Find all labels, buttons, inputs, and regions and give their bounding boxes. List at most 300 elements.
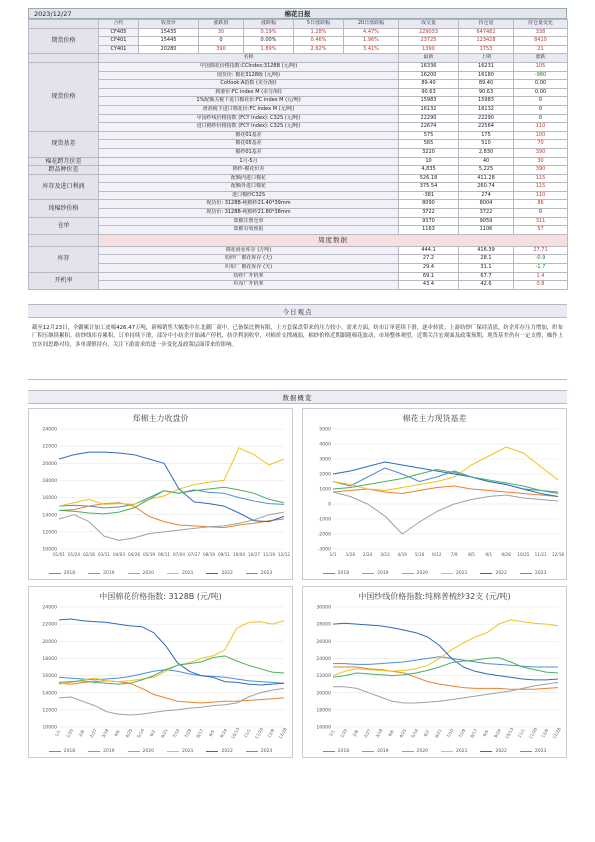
legend-label: 2019 bbox=[103, 748, 115, 754]
table-cell: -0.9 bbox=[514, 255, 568, 264]
chart-legend bbox=[303, 749, 566, 754]
table-cell: 338 bbox=[514, 28, 568, 37]
table-cell: 69.1 bbox=[399, 272, 459, 281]
table-row bbox=[29, 226, 568, 235]
basis-section-label: 现货基差 bbox=[29, 131, 99, 157]
y-tick-label: 22000 bbox=[42, 444, 57, 450]
table-cell: 15435 bbox=[139, 28, 199, 37]
table-cell: 375.54 bbox=[399, 183, 459, 192]
y-tick-label: 18000 bbox=[316, 708, 331, 714]
x-tick-label: 9/1 bbox=[485, 551, 493, 557]
legend-swatch bbox=[441, 573, 453, 575]
x-tick-label: 5/14 bbox=[136, 727, 146, 739]
x-tick-label: 12/9 bbox=[540, 727, 550, 739]
table-cell: 16336 bbox=[399, 62, 459, 71]
y-tick-label: 24000 bbox=[42, 605, 57, 611]
table-cell: -980 bbox=[514, 71, 568, 80]
table-cell: 390 bbox=[514, 166, 568, 175]
chart-zhengmian-close bbox=[28, 408, 293, 580]
y-tick-label: 24000 bbox=[42, 427, 57, 433]
legend-swatch bbox=[128, 751, 140, 753]
table-row bbox=[29, 71, 568, 80]
x-tick-label: 09/11 bbox=[217, 551, 231, 557]
legend-item bbox=[88, 571, 114, 576]
table-cell: 42.6 bbox=[459, 281, 514, 290]
legend-swatch bbox=[206, 573, 218, 575]
legend-label: 2021 bbox=[456, 748, 468, 754]
x-tick-label: 4/19 bbox=[397, 551, 407, 557]
legend-item bbox=[88, 749, 114, 754]
series-line-2020 bbox=[59, 688, 284, 715]
summary-text: 截至12月23日，全疆累计加工皮棉426.47万吨，新棉销售大幅集中在北疆厂商中，已备保比例有限，上方套保盘带来的压力较小。需求方面，纺市订单延续下滑，逐步转淡；上游纺纱厂保持清淡，纺企库存压力增加，织布厂积压继续累积。纺纱线库存累积，订单持续下滑，部分中小纺企开始减产停机，纺企利润收窄，对棉价支撑减弱，棉纱价格近期跟随棉花波动，市场整体观望。近期关注宏观面及政策预期，现货基差仍有一定支撑，操作上宜区间思路对待，多单谨慎持有，关注下游需求的进一步变化及政策层面带来的影响。 bbox=[28, 318, 567, 380]
x-tick-label: 9/5 bbox=[207, 728, 216, 738]
y-tick-label: 16000 bbox=[316, 725, 331, 731]
table-row bbox=[29, 217, 568, 226]
charts-grid bbox=[28, 408, 567, 758]
x-tick-label: 11/20 bbox=[527, 726, 539, 740]
item-name: 棉花商业库存 (万吨) bbox=[99, 246, 399, 255]
futures-section-label bbox=[29, 20, 99, 29]
item-name: 配额外进口棉花 bbox=[99, 183, 399, 192]
legend-item bbox=[402, 571, 428, 576]
y-tick-label: 30000 bbox=[316, 605, 331, 611]
table-cell: 390 bbox=[199, 45, 244, 54]
table-cell: 390 bbox=[514, 148, 568, 157]
table-cell: 29.4 bbox=[399, 264, 459, 273]
x-tick-label: 3/18 bbox=[374, 727, 384, 739]
x-tick-label: 2/24 bbox=[362, 551, 373, 557]
chart-title: 郑棉主力收盘价 bbox=[132, 413, 189, 423]
x-tick-label: 02/16 bbox=[82, 551, 96, 557]
x-tick-label: 04/03 bbox=[112, 551, 126, 557]
table-cell: 30 bbox=[514, 157, 568, 166]
table-cell: -1.7 bbox=[514, 264, 568, 273]
x-tick-label: 9/24 bbox=[492, 727, 503, 739]
table-cell: 89.40 bbox=[399, 80, 459, 89]
x-tick-label: 8/17 bbox=[195, 727, 205, 739]
table-row bbox=[29, 28, 568, 37]
summary-title: 今日观点 bbox=[28, 304, 567, 318]
x-tick-label: 11/19 bbox=[262, 551, 276, 557]
y-tick-label: 20000 bbox=[316, 691, 331, 697]
x-tick-label: 11/20 bbox=[253, 726, 265, 740]
table-cell: 90.63 bbox=[459, 88, 514, 97]
chart-svg bbox=[303, 587, 568, 759]
legend-item bbox=[441, 749, 467, 754]
spread_month-section-label: 棉花跨月价差 bbox=[29, 157, 99, 166]
table-cell: 9370 bbox=[399, 217, 459, 226]
table-row bbox=[29, 183, 568, 192]
contract-name: CF401 bbox=[99, 37, 139, 46]
table-cell: 31.1 bbox=[459, 264, 514, 273]
legend-item bbox=[49, 571, 75, 576]
legend-swatch bbox=[480, 573, 492, 575]
table-cell: 0.8 bbox=[514, 281, 568, 290]
table-cell: 311 bbox=[514, 217, 568, 226]
y-tick-label: 2000 bbox=[319, 472, 331, 478]
y-tick-label: 4000 bbox=[319, 442, 331, 448]
table-cell: 0.46% bbox=[294, 37, 344, 46]
item-name: 织布厂 棉花库存 (天) bbox=[99, 264, 399, 273]
table-cell: 30 bbox=[199, 28, 244, 37]
table-row bbox=[29, 246, 568, 255]
y-tick-label: 26000 bbox=[316, 639, 331, 645]
table-cell: 15983 bbox=[459, 97, 514, 106]
legend-label: 2023 bbox=[260, 570, 273, 576]
x-tick-label: 07/27 bbox=[187, 551, 201, 557]
legend-label: 2021 bbox=[182, 570, 194, 576]
item-name: 织布厂开机率 bbox=[99, 281, 399, 290]
table-cell: 57 bbox=[514, 226, 568, 235]
x-tick-label: 11/21 bbox=[534, 551, 547, 557]
column-header: 成交量 bbox=[399, 20, 459, 29]
table-row bbox=[29, 255, 568, 264]
column-header: 名称 bbox=[99, 54, 399, 63]
y-tick-label: 16000 bbox=[42, 495, 57, 501]
chart-svg bbox=[303, 409, 568, 581]
y-tick-label: 14000 bbox=[42, 691, 57, 697]
x-tick-label: 2/8 bbox=[351, 728, 360, 738]
table-row bbox=[29, 281, 568, 290]
table-row bbox=[29, 157, 568, 166]
x-tick-label: 3/23 bbox=[380, 551, 390, 557]
table-cell: 23725 bbox=[399, 37, 459, 46]
chart-svg bbox=[29, 587, 294, 759]
spread_variety-section-label: 跨品种价差 bbox=[29, 166, 99, 175]
table-row bbox=[29, 131, 568, 140]
table-cell: 0 bbox=[514, 114, 568, 123]
y-tick-label: 24000 bbox=[316, 656, 331, 662]
table-cell: 115 bbox=[514, 183, 568, 192]
contract-name: CY401 bbox=[99, 45, 139, 54]
legend-label: 2022 bbox=[495, 748, 507, 754]
y-tick-label: 12000 bbox=[42, 530, 57, 536]
chart-svg bbox=[29, 409, 294, 581]
table-cell: 20280 bbox=[139, 45, 199, 54]
legend-item bbox=[323, 571, 349, 576]
table-cell: 4,835 bbox=[399, 166, 459, 175]
column-header: 上期 bbox=[459, 54, 514, 63]
chart-cotton-index bbox=[28, 586, 293, 758]
item-name: 1月-5月 bbox=[99, 157, 399, 166]
item-name: 纺纱厂 棉花库存 (天) bbox=[99, 255, 399, 264]
table-row bbox=[29, 88, 568, 97]
column-header: 最新 bbox=[399, 54, 459, 63]
legend-swatch bbox=[167, 573, 179, 575]
x-tick-label: 10/13 bbox=[504, 726, 515, 740]
column-header: 收盘价 bbox=[139, 20, 199, 29]
y-tick-label: -2000 bbox=[317, 532, 331, 538]
table-cell: 105 bbox=[514, 62, 568, 71]
x-tick-label: 10/13 bbox=[230, 726, 241, 740]
legend-item bbox=[402, 749, 428, 754]
table-cell: 0.00 bbox=[514, 80, 568, 89]
table-cell: 100 bbox=[514, 131, 568, 140]
spot-item-name: 进口棉纱价格指数 (FCY Index): C32S (元/吨) bbox=[99, 123, 399, 132]
table-cell: 110 bbox=[514, 191, 568, 200]
column-header: 涨跌值 bbox=[199, 20, 244, 29]
table-cell: 86 bbox=[514, 200, 568, 209]
x-tick-label: 10/27 bbox=[247, 551, 261, 557]
x-tick-label: 1/20 bbox=[65, 727, 75, 739]
table-cell: 8090 bbox=[399, 200, 459, 209]
legend-swatch bbox=[88, 751, 100, 753]
legend-item bbox=[206, 571, 232, 576]
x-tick-label: 9/24 bbox=[218, 727, 229, 739]
series-line-2020 bbox=[333, 492, 558, 534]
item-name: 棉纱-棉花价差 bbox=[99, 166, 399, 175]
y-tick-label: 20000 bbox=[42, 639, 57, 645]
legend-label: 2018 bbox=[63, 570, 76, 576]
legend-item bbox=[362, 571, 388, 576]
series-line-2023 bbox=[333, 657, 558, 677]
legend-label: 2023 bbox=[260, 748, 273, 754]
legend-swatch bbox=[362, 573, 374, 575]
table-cell: 2,830 bbox=[459, 148, 514, 157]
table-cell: 21 bbox=[514, 45, 568, 54]
chart-yarn-index bbox=[302, 586, 567, 758]
legend-swatch bbox=[167, 751, 179, 753]
legend-item bbox=[167, 749, 193, 754]
x-tick-label: 7/9 bbox=[450, 551, 458, 557]
legend-item bbox=[520, 571, 546, 576]
table-cell: 0 bbox=[514, 97, 568, 106]
warehouse-section-label: 仓单 bbox=[29, 217, 99, 234]
table-cell: 1390 bbox=[399, 45, 459, 54]
x-tick-label: 6/2 bbox=[422, 728, 431, 738]
table-cell: 22674 bbox=[399, 123, 459, 132]
x-tick-label: 5/14 bbox=[410, 727, 420, 739]
x-tick-label: 2/8 bbox=[77, 728, 86, 738]
y-tick-label: 28000 bbox=[316, 622, 331, 628]
y-tick-label: 0 bbox=[328, 502, 331, 508]
table-row bbox=[29, 97, 568, 106]
table-row bbox=[29, 123, 568, 132]
y-tick-label: 18000 bbox=[42, 478, 57, 484]
x-tick-label: 9/28 bbox=[501, 551, 511, 557]
legend-swatch bbox=[520, 573, 532, 575]
table-row bbox=[29, 114, 568, 123]
table-row bbox=[29, 234, 568, 246]
item-name: 棉花01基差 bbox=[99, 131, 399, 140]
x-tick-label: 11/1 bbox=[242, 727, 252, 739]
table-cell: 5,225 bbox=[459, 166, 514, 175]
table-cell: 8410 bbox=[514, 37, 568, 46]
chart-basis bbox=[302, 408, 567, 580]
x-tick-label: 12/12 bbox=[277, 551, 291, 557]
table-cell: 115 bbox=[514, 174, 568, 183]
spot-item-name: Cotlook:A指数 (美分/磅) bbox=[99, 80, 399, 89]
table-cell: 67.7 bbox=[459, 272, 514, 281]
table-row bbox=[29, 140, 568, 149]
legend-item bbox=[206, 749, 232, 754]
y-tick-label: 22000 bbox=[316, 673, 331, 679]
x-tick-label: 1/1 bbox=[329, 551, 337, 557]
x-tick-label: 6/21 bbox=[433, 727, 443, 739]
spot-item-name: 中国纱线价格指数 (FCY Index): C32S (元/吨) bbox=[99, 114, 399, 123]
y-tick-label: 10000 bbox=[42, 725, 57, 731]
import_profit-section-label: 库存及进口利润 bbox=[29, 174, 99, 200]
series-line-2022 bbox=[333, 623, 558, 680]
table-cell: 16231 bbox=[459, 62, 514, 71]
table-cell: 123428 bbox=[459, 37, 514, 46]
legend-item bbox=[520, 749, 546, 754]
table-row bbox=[29, 37, 568, 46]
legend-swatch bbox=[49, 573, 61, 575]
x-tick-label: 1/28 bbox=[345, 551, 356, 557]
legend-item bbox=[49, 749, 75, 754]
inventory-section-label: 库存 bbox=[29, 246, 99, 272]
legend-item bbox=[167, 571, 193, 576]
table-cell: 0 bbox=[514, 105, 568, 114]
table-cell: 3.41% bbox=[344, 45, 399, 54]
spot-item-name: 中国棉花价格指数:CCIndex:3128B (元/吨) bbox=[99, 62, 399, 71]
table-row bbox=[29, 105, 568, 114]
column-header: 5日涨跌幅 bbox=[294, 20, 344, 29]
table-cell: 28.1 bbox=[459, 255, 514, 264]
item-name: 郑棉注册仓单 bbox=[99, 217, 399, 226]
x-tick-label: 6/2 bbox=[148, 728, 157, 738]
legend-item bbox=[128, 749, 154, 754]
x-tick-label: 4/6 bbox=[387, 728, 395, 738]
legend-swatch bbox=[246, 751, 258, 753]
x-tick-label: 10/25 bbox=[517, 551, 530, 557]
table-cell: 40 bbox=[459, 157, 514, 166]
x-tick-label: 2/27 bbox=[362, 727, 372, 739]
x-tick-label: 9/5 bbox=[481, 728, 490, 738]
x-tick-label: 7/10 bbox=[171, 727, 181, 739]
table-cell: 27.71 bbox=[514, 246, 568, 255]
column-header: 涨跌幅 bbox=[244, 20, 294, 29]
table-cell: 8004 bbox=[459, 200, 514, 209]
table-row bbox=[29, 174, 568, 183]
y-tick-label: 22000 bbox=[42, 622, 57, 628]
x-tick-label: 4/6 bbox=[113, 728, 121, 738]
table-cell: 1.89% bbox=[244, 45, 294, 54]
legend-label: 2022 bbox=[221, 748, 233, 754]
table-cell: 0 bbox=[199, 37, 244, 46]
x-tick-label: 04/26 bbox=[127, 551, 141, 557]
x-tick-label: 6/21 bbox=[159, 727, 169, 739]
x-tick-label: 10/04 bbox=[232, 551, 246, 557]
x-tick-label: 12/28 bbox=[551, 726, 562, 740]
y-tick-label: 5000 bbox=[319, 427, 331, 433]
table-row bbox=[29, 45, 568, 54]
y-tick-label: -1000 bbox=[317, 517, 331, 523]
legend-item bbox=[128, 571, 154, 576]
column-header: 持仓量 bbox=[459, 20, 514, 29]
legend-label: 2023 bbox=[534, 570, 547, 576]
table-cell: 16200 bbox=[399, 71, 459, 80]
legend-swatch bbox=[520, 751, 532, 753]
table-cell: 1.28% bbox=[294, 28, 344, 37]
x-tick-label: 11/1 bbox=[516, 727, 526, 739]
table-cell: 90.63 bbox=[399, 88, 459, 97]
y-tick-label: 12000 bbox=[42, 708, 57, 714]
legend-swatch bbox=[480, 751, 492, 753]
legend-item bbox=[441, 571, 467, 576]
chart-legend bbox=[29, 749, 292, 754]
x-tick-label: 2/27 bbox=[88, 727, 98, 739]
column-header: 持仓量变化 bbox=[514, 20, 568, 29]
legend-label: 2019 bbox=[377, 748, 389, 754]
legend-item bbox=[323, 749, 349, 754]
x-tick-label: 6/12 bbox=[432, 551, 442, 557]
series-line-2019 bbox=[333, 667, 558, 689]
item-name: 进口棉纱C32S bbox=[99, 191, 399, 200]
table-cell: 274 bbox=[459, 191, 514, 200]
x-tick-label: 8/5 bbox=[468, 551, 475, 557]
data-overview-title: 数据概览 bbox=[28, 390, 567, 404]
chart-title: 中国棉花价格指数: 3128B (元/吨) bbox=[99, 591, 222, 601]
x-tick-label: 01/24 bbox=[67, 551, 81, 557]
legend-label: 2019 bbox=[377, 570, 389, 576]
report-date: 2023/12/27 bbox=[34, 10, 72, 18]
series-line-2021 bbox=[59, 621, 284, 684]
legend-label: 2018 bbox=[337, 748, 350, 754]
series-line-2022 bbox=[59, 619, 284, 685]
x-tick-label: 5/16 bbox=[414, 551, 425, 557]
table-cell: 175 bbox=[459, 131, 514, 140]
daily-report bbox=[28, 8, 567, 758]
x-tick-label: 3/18 bbox=[100, 727, 110, 739]
x-tick-label: 4/25 bbox=[124, 727, 134, 739]
item-name: 现货价: 3128B-纯棉纱21.80*38mm bbox=[99, 209, 399, 218]
table-cell: 0.00 bbox=[514, 88, 568, 97]
series-line-2021 bbox=[333, 447, 558, 491]
x-tick-label: 08/19 bbox=[202, 551, 216, 557]
table-cell: 260.74 bbox=[459, 183, 514, 192]
item-name: 棉花05基差 bbox=[99, 140, 399, 149]
x-tick-label: 01/01 bbox=[52, 551, 66, 557]
table-cell: 1753 bbox=[459, 45, 514, 54]
y-tick-label: 16000 bbox=[42, 673, 57, 679]
x-tick-label: 1/1 bbox=[327, 728, 336, 738]
legend-label: 2020 bbox=[142, 570, 154, 576]
table-cell: 565 bbox=[399, 140, 459, 149]
x-tick-label: 06/11 bbox=[157, 551, 171, 557]
chart-title: 中国纱线价格指数:纯棉普梳纱32支 (元/吨) bbox=[358, 591, 511, 601]
x-tick-label: 1/1 bbox=[53, 728, 62, 738]
chart-title: 棉花主力现货基差 bbox=[402, 413, 467, 423]
futures-section-label: 期货价格 bbox=[29, 28, 99, 54]
table-cell: 0 bbox=[514, 209, 568, 218]
table-cell: 4.47% bbox=[344, 28, 399, 37]
table-row bbox=[29, 209, 568, 218]
x-tick-label: 12/28 bbox=[277, 726, 288, 740]
yarn_spot-section-label: 纯棉纱价格 bbox=[29, 200, 99, 217]
x-tick-label: 03/11 bbox=[97, 551, 111, 557]
x-tick-label: 7/10 bbox=[445, 727, 455, 739]
legend-label: 2021 bbox=[182, 748, 194, 754]
legend-swatch bbox=[128, 573, 140, 575]
table-row bbox=[29, 20, 568, 29]
spot-item-name: 1%配额关税下进口棉花价:FC index M (元/吨) bbox=[99, 97, 399, 106]
table-row bbox=[29, 54, 568, 63]
legend-swatch bbox=[402, 751, 414, 753]
table-cell: 16132 bbox=[459, 105, 514, 114]
table-cell: 575 bbox=[399, 131, 459, 140]
x-tick-label: 7/29 bbox=[183, 727, 193, 739]
table-cell: 510 bbox=[459, 140, 514, 149]
contract-name: CF405 bbox=[99, 28, 139, 37]
x-tick-label: 12/9 bbox=[266, 727, 276, 739]
spot-item-name: 滑准税下进口棉花价:FC index M (元/吨) bbox=[99, 105, 399, 114]
y-tick-label: -3000 bbox=[317, 547, 331, 553]
table-cell: 444.1 bbox=[399, 246, 459, 255]
legend-swatch bbox=[206, 751, 218, 753]
legend-swatch bbox=[323, 573, 335, 575]
